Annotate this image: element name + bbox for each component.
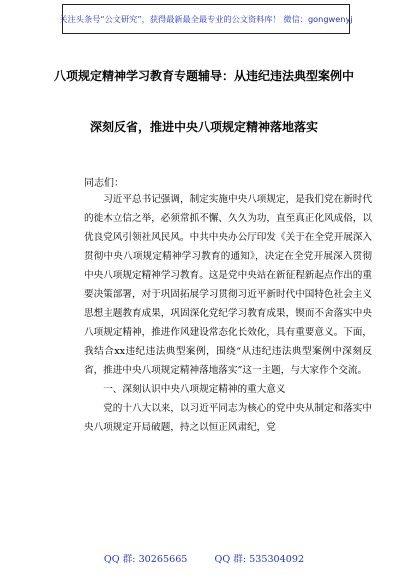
document-title-line-2: 深刻反省，推进中央八项规定精神落地落实 [89,120,318,134]
section-heading: 一、深刻认识中央八项规定精神的重大意义 [103,384,286,395]
footer-qq-group-1: QQ 群: 30265665 [103,554,188,565]
body-paragraph: 习近平总书记强调，制定实施中央八项规定，是我们党在新时代的徙木立信之举，必须常抓不懈、久久为功，直至真正化风成俗，以优良党风引领社风民风。中共中央办公厅印发《关于在全党开展深入贯彻中央八项规定精神学习教育的通知》，决定在全党开展深入贯彻中央八项规定精神学习教育。这是党中央站在新征程新起点作出的重要决策部署，对于巩固拓展学习贯彻习近平新时代中国特色社会主义思想主题教育成果，巩固深化党纪学习教育成果，锲而不舍落实中央八项规定精神，推进作风建设常态化长效化，具有重要意义。下面，我结合xx违纪违法典型案例，围绕“从违纪违法典型案例中深刻反省，推进中央八项规定精神落地落实”这一主题，与大家作个交流。 [84,194,372,376]
promo-banner-text: 关注头条号“公文研究”，获得最新最全最专业的公文资料库！ 微信：gongwenyj [59,13,353,24]
document-title-line-1: 八项规定精神学习教育专题辅导：从违纪违法典型案例中 [53,69,354,83]
document-body [84,190,372,437]
footer [0,551,408,565]
body-paragraph: 党的十八大以来，以习近平同志为核心的党中央从制定和落实中央八项规定开局破题，持之以恒正风肃纪，党 [84,403,372,433]
greeting: 同志们： [84,178,124,189]
footer-qq-group-2: QQ 群: 535304092 [214,554,305,565]
promo-banner [59,4,353,34]
